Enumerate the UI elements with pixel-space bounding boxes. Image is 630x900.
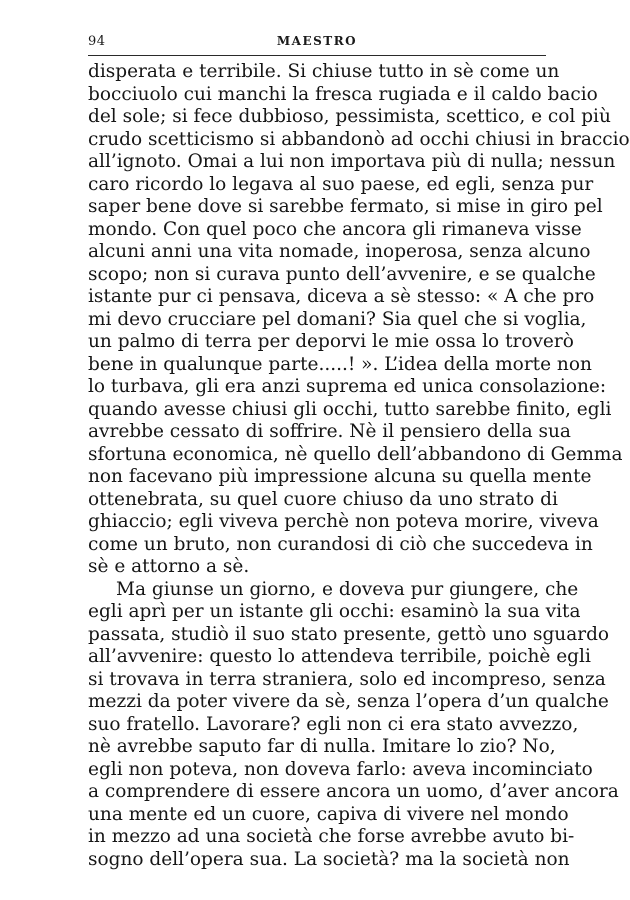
text-line: suo fratello. Lavorare? egli non ci era stato avvezzo,: [88, 713, 579, 735]
text-line: non facevano più impressione alcuna su quella mente: [88, 466, 592, 487]
text-line: un palmo di terra per deporvi le mie ossa lo troverò: [88, 331, 574, 352]
text-line: mi devo crucciare pel domani? Sia quel che si voglia,: [88, 308, 587, 330]
text-line: sogno dell’opera sua. La società? ma la società non: [88, 848, 570, 870]
body-text: [88, 61, 630, 871]
text-line: saper bene dove si sarebbe fermato, si mise in giro pel: [88, 196, 603, 217]
text-line: ottenebrata, su quel cuore chiuso da uno strato di: [88, 488, 558, 510]
text-line: bene in qualunque parte.....! ». L’idea della morte non: [88, 353, 592, 375]
text-line: si trovava in terra straniera, solo ed incompreso, senza: [88, 668, 606, 690]
text-line: Ma giunse un giorno, e doveva pur giungere, che: [116, 578, 579, 600]
text-line: quando avesse chiusi gli occhi, tutto sarebbe finito, egli: [88, 398, 612, 420]
text-line: egli aprì per un istante gli occhi: esaminò la sua vita: [88, 601, 581, 622]
text-line: nè avrebbe saputo far di nulla. Imitare lo zio? No,: [88, 736, 556, 757]
text-line: sfortuna economica, nè quello dell’abbandono di Gemma: [88, 443, 623, 465]
text-line: lo turbava, gli era anzi suprema ed unica consolazione:: [88, 376, 607, 397]
text-line: in mezzo ad una società che forse avrebbe avuto bi-: [88, 826, 575, 847]
text-line: come un bruto, non curandosi di ciò che succedeva in: [88, 533, 593, 555]
page-number: 94: [88, 34, 106, 49]
text-line: bocciuolo cui manchi la fresca rugiada e il caldo bacio: [88, 83, 598, 105]
text-line: ghiaccio; egli viveva perchè non poteva morire, viveva: [88, 511, 599, 532]
text-line: egli non poteva, non doveva farlo: aveva incominciato: [88, 758, 593, 780]
text-line: crudo scetticismo si abbandonò ad occhi chiusi in braccio: [88, 128, 630, 150]
text-line: del sole; si fece dubbioso, pessimista, scettico, e col più: [88, 106, 611, 127]
header-rule: [88, 55, 546, 56]
text-line: passata, studiò il suo stato presente, gettò uno sguardo: [88, 623, 610, 645]
text-line: mondo. Con quel poco che ancora gli rimaneva visse: [88, 218, 582, 240]
text-line: istante pur ci pensava, diceva a sè stesso: « A che pro: [88, 286, 595, 307]
text-line: disperata e terribile. Si chiuse tutto in sè come un: [88, 61, 560, 82]
text-line: scopo; non si curava punto dell’avvenire, e se qualche: [88, 263, 596, 285]
paragraph: [88, 578, 619, 872]
text-line: all’ignoto. Omai a lui non importava più di nulla; nessun: [88, 151, 616, 172]
text-line: mezzi da poter vivere da sè, senza l’opera d’un qualche: [88, 691, 609, 712]
text-line: una mente ed un cuore, capiva di vivere nel mondo: [88, 803, 569, 825]
text-line: all’avvenire: questo lo attendeva terribile, poichè egli: [88, 646, 591, 667]
running-head: [88, 34, 546, 54]
text-line: a comprendere di essere ancora un uomo, d’aver ancora: [88, 781, 619, 802]
text-line: alcuni anni una vita nomade, inoperosa, senza alcuno: [88, 241, 591, 262]
text-line: caro ricordo lo legava al suo paese, ed egli, senza pur: [88, 173, 594, 195]
paragraph: [88, 61, 630, 579]
running-title: MAESTRO: [276, 34, 358, 48]
text-line: sè e attorno a sè.: [88, 556, 250, 577]
text-line: avrebbe cessato di soffrire. Nè il pensiero della sua: [88, 421, 571, 442]
